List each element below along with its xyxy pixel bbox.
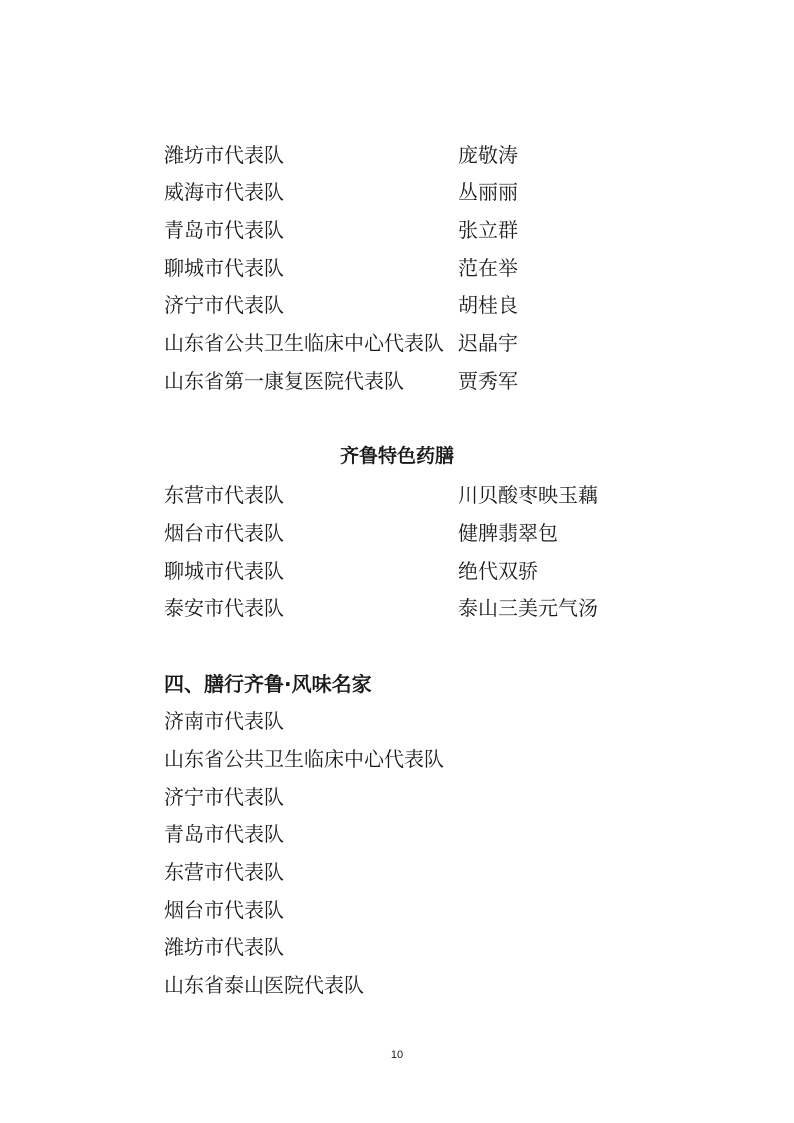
team-name: 聊城市代表队 [164, 256, 284, 280]
list-item: 济宁市代表队 [164, 785, 284, 809]
team-name: 山东省第一康复医院代表队 [164, 369, 404, 393]
award-row [164, 481, 644, 509]
team-name: 山东省公共卫生临床中心代表队 [164, 331, 444, 355]
team-name: 泰安市代表队 [164, 596, 284, 620]
team-name: 东营市代表队 [164, 483, 284, 507]
award-row [164, 519, 644, 547]
person-name: 迟晶宇 [458, 331, 518, 355]
team-name: 济宁市代表队 [164, 293, 284, 317]
dish-name: 川贝酸枣映玉藕 [458, 483, 598, 507]
list-item: 山东省泰山医院代表队 [164, 973, 364, 997]
team-name: 聊城市代表队 [164, 559, 284, 583]
award-row [164, 594, 644, 622]
award-row [164, 291, 644, 319]
team-name: 烟台市代表队 [164, 521, 284, 545]
list-item: 山东省公共卫生临床中心代表队 [164, 747, 444, 771]
list-item: 潍坊市代表队 [164, 935, 284, 959]
dish-name: 绝代双骄 [458, 559, 538, 583]
person-name: 庞敬涛 [458, 143, 518, 167]
award-row [164, 329, 644, 357]
award-row [164, 367, 644, 395]
person-name: 范在举 [458, 256, 518, 280]
page-number: 10 [390, 1049, 404, 1061]
list-item: 东营市代表队 [164, 860, 284, 884]
person-name: 贾秀军 [458, 369, 518, 393]
award-row [164, 557, 644, 585]
award-row [164, 178, 644, 206]
team-name: 威海市代表队 [164, 180, 284, 204]
team-name: 潍坊市代表队 [164, 143, 284, 167]
award-row [164, 141, 644, 169]
dish-name: 泰山三美元气汤 [458, 596, 598, 620]
award-row [164, 216, 644, 244]
list-item: 青岛市代表队 [164, 822, 284, 846]
person-name: 丛丽丽 [458, 180, 518, 204]
person-name: 张立群 [458, 218, 518, 242]
team-name: 青岛市代表队 [164, 218, 284, 242]
person-name: 胡桂良 [458, 293, 518, 317]
award-row [164, 254, 644, 282]
section-title: 齐鲁特色药膳 [339, 445, 454, 467]
section-heading: 四、膳行齐鲁·风味名家 [164, 672, 372, 696]
dish-name: 健脾翡翠包 [458, 521, 558, 545]
list-item: 烟台市代表队 [164, 898, 284, 922]
list-item: 济南市代表队 [164, 709, 284, 733]
